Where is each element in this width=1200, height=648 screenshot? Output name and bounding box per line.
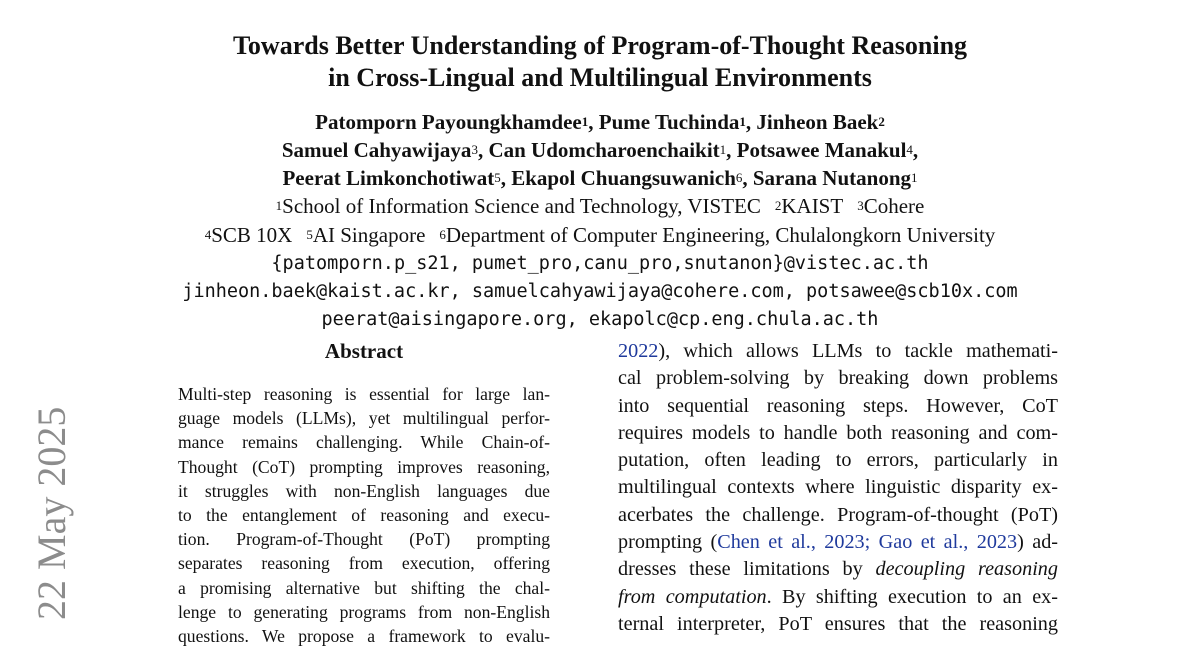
affiliation-line-1: [0, 192, 1200, 220]
author-separator: ,: [588, 110, 599, 134]
author-affiliation-mark: 1: [581, 114, 589, 129]
affiliation-text: Department of Computer Engineering, Chulalongkorn University: [445, 223, 996, 247]
citation-link[interactable]: 2022: [618, 340, 659, 362]
citation-link[interactable]: Chen et al., 2023: [717, 531, 865, 554]
author-affiliation-mark: 2: [878, 114, 885, 129]
email-line-2: jinheon.baek@kaist.ac.kr, samuelcahyawijaya@cohere.com, potsawee@scb10x.com: [182, 281, 1018, 302]
abstract-line: it struggles with non-English languages due: [178, 480, 550, 501]
body-line: [618, 529, 1058, 556]
abstract-line: Multi-step reasoning is essential for large lan-: [178, 384, 550, 404]
abstract-line: lenge to generating programs from non-English: [178, 601, 550, 622]
citation-separator: ;: [864, 531, 879, 554]
affiliation-line-2: [0, 221, 1200, 249]
body-text: ) ad-: [1017, 531, 1058, 554]
author-affiliation-mark: 1: [911, 170, 918, 185]
author-separator: ,: [500, 166, 512, 190]
body-line: cal problem-solving by breaking down problems: [618, 367, 1058, 390]
affiliation-text: KAIST: [781, 194, 844, 218]
body-line: requires models to handle both reasoning and com-: [618, 421, 1058, 444]
affiliation-number: 6: [439, 227, 446, 242]
abstract-heading: Abstract: [324, 339, 404, 363]
paper-title-line-2: in Cross-Lingual and Multilingual Environments: [328, 63, 872, 92]
author-separator: ,: [912, 138, 919, 162]
abstract-line: tion. Program-of-Thought (PoT) prompting: [178, 529, 550, 550]
body-line: ternal interpreter, PoT ensures that the reasoning: [618, 612, 1058, 635]
email-line-3: peerat@aisingapore.org, ekapolc@cp.eng.chula.ac.th: [321, 309, 879, 330]
author-affiliation-mark: 3: [471, 142, 478, 157]
author-affiliation-mark: 1: [739, 114, 746, 129]
author-name: Ekapol Chuangsuwanich: [511, 166, 736, 190]
body-line: acerbates the challenge. Program-of-thought (PoT): [618, 503, 1058, 526]
author-name: Potsawee Manakul: [736, 138, 907, 162]
abstract-body: [178, 382, 550, 648]
body-line: [618, 584, 1058, 611]
emphasis-text: decoupling reasoning: [875, 558, 1058, 581]
affiliation-number: 5: [306, 227, 313, 242]
affiliation-number: 4: [204, 227, 212, 242]
affiliation-number: 2: [774, 198, 782, 213]
author-line-2: [0, 136, 1200, 164]
author-separator: ,: [726, 138, 737, 162]
author-name: Can Udomcharoenchaikit: [488, 138, 720, 162]
abstract-line: a promising alternative but shifting the chal-: [178, 577, 550, 598]
body-text: dresses these limitations by: [618, 558, 876, 581]
author-name: Pume Tuchinda: [598, 110, 740, 134]
author-separator: ,: [477, 138, 489, 162]
affiliation-number: 3: [857, 198, 864, 213]
affiliation-text: School of Information Science and Technology, VISTEC: [282, 194, 761, 218]
affiliation-text: Cohere: [863, 194, 925, 218]
author-affiliation-mark: 5: [494, 170, 501, 185]
body-line: into sequential reasoning steps. However, CoT: [618, 394, 1058, 417]
abstract-line: questions. We propose a framework to evalu-: [178, 625, 550, 646]
abstract-line: separates reasoning from execution, offering: [178, 553, 550, 574]
author-line-3: [0, 164, 1200, 192]
author-line-1: [0, 108, 1200, 136]
author-name: Sarana Nutanong: [752, 166, 912, 190]
arxiv-date-stamp: 22 May 2025: [29, 406, 74, 620]
emphasis-text: from computation: [618, 585, 767, 608]
abstract-line: to the entanglement of reasoning and execu-: [178, 504, 550, 525]
author-name: Samuel Cahyawijaya: [281, 138, 472, 162]
affiliation-number: 1: [275, 198, 283, 213]
affiliation-text: AI Singapore: [312, 223, 426, 247]
author-separator: ,: [742, 166, 753, 190]
body-text: . By shifting execution to an ex-: [766, 585, 1058, 608]
affiliation-text: SCB 10X: [211, 223, 293, 247]
author-affiliation-mark: 4: [906, 142, 913, 157]
email-line-1: {patomporn.p_s21, pumet_pro,canu_pro,snutanon}@vistec.ac.th: [271, 253, 929, 274]
author-name: Jinheon Baek: [756, 110, 879, 134]
body-line: [618, 556, 1058, 583]
abstract-line: Thought (CoT) prompting improves reasoning,: [178, 456, 550, 477]
body-line: multilingual contexts where linguistic disparity ex-: [618, 476, 1058, 499]
abstract-line: guage models (LLMs), yet multilingual perfor-: [178, 408, 550, 429]
author-name: Patomporn Payoungkhamdee: [315, 110, 582, 134]
paper-title-line-1: Towards Better Understanding of Program-of-Thought Reasoning: [232, 31, 968, 60]
author-affiliation-mark: 1: [719, 142, 727, 157]
citation-link[interactable]: Gao et al., 2023: [878, 531, 1018, 554]
abstract-line: mance remains challenging. While Chain-of-: [178, 432, 550, 453]
author-affiliation-mark: 6: [735, 170, 743, 185]
body-text: prompting (: [618, 531, 718, 554]
body-line: [618, 338, 1058, 365]
author-name: Peerat Limkonchotiwat: [282, 166, 495, 190]
body-text: ), which allows LLMs to tackle mathemati-: [658, 340, 1058, 362]
body-line: putation, often leading to errors, particularly in: [618, 449, 1058, 472]
author-separator: ,: [745, 110, 757, 134]
intro-right-column: [618, 338, 1058, 638]
